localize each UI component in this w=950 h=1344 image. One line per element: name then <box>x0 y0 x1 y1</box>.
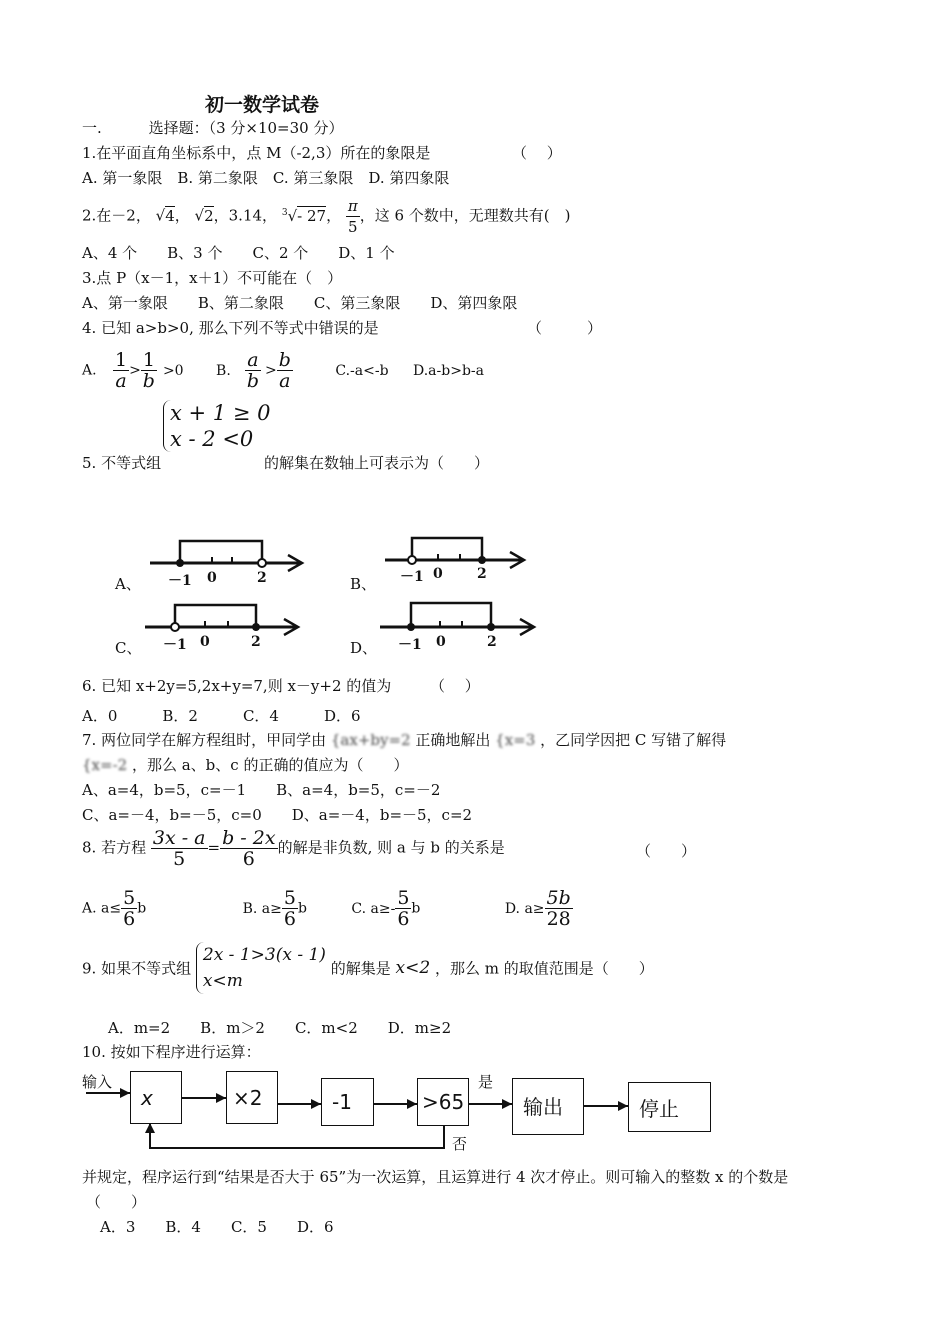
numberline-d <box>380 603 534 635</box>
q1-stem: 1.在平面直角坐标系中，点 M（-2,3）所在的象限是 <box>82 144 431 162</box>
pi-over-5: $\frac{\pi}{5}$ <box>347 197 358 236</box>
q2-stem: 2.在－2， √4， √2，3.14， $^3$√- 27， $\frac{\pi}{5}$ ，这 6 个数中，无理数共有( ) <box>82 197 571 236</box>
tick-d-neg1: －1 <box>398 637 422 653</box>
q9-stem: 9. 如果不等式组 2x - 1>3(x - 1) x<m 的解集是 x<2 ，那么 m 的取值范围是（ ） <box>82 942 654 994</box>
blurred-system: {ax+by=2 <box>330 731 411 749</box>
q9-options: A．m=2 B．m＞2 C．m<2 D．m≥2 <box>108 1019 452 1037</box>
sqrt-4: √4 <box>155 206 175 225</box>
flow-box-output: 输出 <box>512 1078 584 1135</box>
tick-a-0: 0 <box>207 570 217 586</box>
cube-root: $^3$√- 27 <box>281 206 327 225</box>
q8-stem: 8. 若方程 $\frac{3x - a}{5}$ = $\frac{b - 2x}{6}$ 的解是非负数, 则 a 与 b 的关系是 <box>82 827 505 870</box>
q10-paren: （ ） <box>86 1193 147 1211</box>
fraction-left: $\frac{3x - a}{5}$ <box>152 827 206 870</box>
q7-stem-line1: 7. 两位同学在解方程组时，甲同学由 {ax+by=2 正确地解出 {x=3 ，乙同学因把 C 写错了解得 <box>82 731 727 749</box>
fraction-right: $\frac{b - 2x}{6}$ <box>222 827 276 870</box>
q6-options: A．0 B．2 C．4 D．6 <box>82 707 361 725</box>
tick-d-2: 2 <box>487 634 497 650</box>
flow-box-times2: ×2 <box>226 1071 278 1124</box>
q4-options: A. $\frac{1}{a}$ > $\frac{1}{b}$ >0 B. $\frac{a}{b}$ > $\frac{b}{a}$ C.-a<-b D.a-b>b-a <box>82 349 484 392</box>
numberline-b <box>385 538 524 568</box>
q7-stem-line2: {x=-2 ，那么 a、b、c 的正确的值应为（ ） <box>82 756 409 774</box>
q6-stem: 6. 已知 x+2y=5,2x+y=7,则 x－y+2 的值为 <box>82 677 392 695</box>
q5-number-lines <box>0 510 560 660</box>
q5-stem-end: 的解集在数轴上可表示为（ ） <box>264 454 490 472</box>
sqrt-2: √2 <box>194 206 214 225</box>
nl-label-d: D、 <box>350 639 378 657</box>
page-title: 初一数学试卷 <box>205 94 320 116</box>
section-heading: 一. 选择题：（3 分×10=30 分） <box>82 119 344 137</box>
flow-yes-label: 是 <box>478 1073 494 1091</box>
numberline-a <box>150 541 302 571</box>
nl-label-b: B、 <box>350 575 377 593</box>
q2-options: A、4 个 B、3 个 C、2 个 D、1 个 <box>82 244 395 262</box>
blurred-wrong-solution: {x=-2 <box>82 756 128 774</box>
q10-rule: 并规定，程序运行到“结果是否大于 65”为一次运算，且运算进行 4 次才停止。则可输入的整数 x 的个数是 <box>82 1168 789 1186</box>
tick-c-neg1: －1 <box>163 637 187 653</box>
q10-stem: 10. 按如下程序进行运算： <box>82 1043 261 1061</box>
flow-box-minus1: -1 <box>321 1078 374 1126</box>
tick-d-0: 0 <box>436 634 446 650</box>
blurred-solution: {x=3 <box>495 731 536 749</box>
q9-inequality-system: 2x - 1>3(x - 1) x<m <box>196 942 326 994</box>
tick-b-2: 2 <box>477 566 487 582</box>
q3-options: A、第一象限 B、第二象限 C、第三象限 D、第四象限 <box>82 294 518 312</box>
tick-a-2: 2 <box>257 570 267 586</box>
inequality-system: x + 1 ≥ 0 x - 2 <0 <box>163 400 270 452</box>
flow-box-x: x <box>130 1071 182 1124</box>
q8-options: A. a≤ $\frac{5}{6}$ b B. a≥ $\frac{5}{6}$ b C. a≥- $\frac{5}{6}$ b D. a≥ $\frac{5b}{28}$ <box>82 887 571 930</box>
q6-paren: （ ） <box>430 677 480 695</box>
numberline-c <box>145 605 298 635</box>
q5-stem-start: 5. 不等式组 <box>82 454 162 472</box>
q7-options-ab: A、a=4，b=5，c=－1 B、a=4，b=5，c=－2 <box>82 781 441 799</box>
nl-label-a: A、 <box>115 575 141 593</box>
tick-b-0: 0 <box>433 566 443 582</box>
tick-c-2: 2 <box>251 634 261 650</box>
q1-paren: （ ） <box>512 144 562 162</box>
q5-system <box>163 400 270 452</box>
flow-box-stop: 停止 <box>628 1082 711 1132</box>
flow-input-label: 输入 <box>82 1073 113 1091</box>
nl-label-c: C、 <box>115 639 142 657</box>
q4-stem: 4. 已知 a>b>0, 那么下列不等式中错误的是 <box>82 319 379 337</box>
q3-stem: 3.点 P（x－1，x＋1）不可能在（ ） <box>82 269 343 287</box>
q1-options: A. 第一象限 B. 第二象限 C. 第三象限 D. 第四象限 <box>82 169 450 187</box>
flow-box-gt65: >65 <box>417 1078 469 1126</box>
tick-b-neg1: －1 <box>400 569 424 585</box>
q10-options: A．3 B．4 C．5 D．6 <box>100 1218 334 1236</box>
flow-no-label: 否 <box>452 1135 468 1153</box>
tick-c-0: 0 <box>200 634 210 650</box>
q8-paren: （ ） <box>636 842 697 860</box>
q4-paren: （ ） <box>527 319 603 337</box>
tick-a-neg1: －1 <box>168 573 192 589</box>
q7-options-cd: C、a=－4，b=－5，c=0 D、a=－4，b=－5，c=2 <box>82 806 473 824</box>
